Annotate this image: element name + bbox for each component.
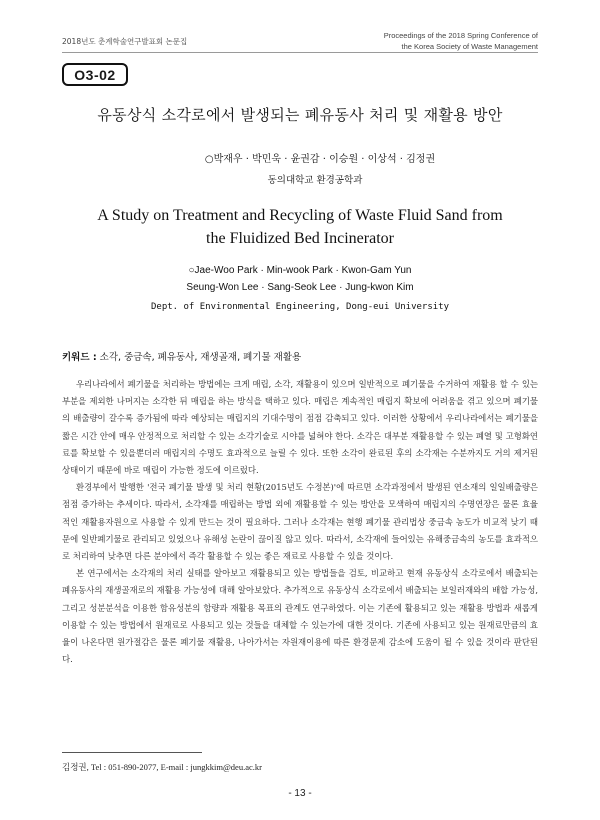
running-header-right-line1: Proceedings of the 2018 Spring Conference of bbox=[383, 31, 538, 40]
affiliation-english: Dept. of Environmental Engineering, Dong-eui University bbox=[150, 302, 449, 312]
session-code-badge: O3-02 bbox=[62, 63, 128, 86]
keywords-line bbox=[62, 349, 301, 363]
running-header-right-line2: the Korea Society of Waste Management bbox=[401, 42, 538, 51]
header-divider bbox=[62, 52, 538, 53]
page-number: - 13 - bbox=[288, 788, 312, 799]
running-header-left: 2018년도 춘계학술연구발표회 논문집 bbox=[62, 37, 188, 46]
body-text bbox=[62, 376, 538, 668]
affiliation-korean: 동의대학교 환경공학과 bbox=[267, 175, 363, 186]
keywords-label: 키워드 : bbox=[62, 352, 97, 363]
title-english-line1: A Study on Treatment and Recycling of Waste Fluid Sand from bbox=[97, 207, 503, 224]
title-english-line2: the Fluidized Bed Incinerator bbox=[206, 230, 394, 247]
body-paragraph: 환경부에서 발행한 '전국 폐기물 발생 및 처리 현황(2015년도 수정본)'에 따르면 소각과정에서 발생된 연소재의 일일배출량은 점점 증가하는 추세이다. 따라서, 소각재를 매립하는 방법 외에 재활용할 수 있는 방안을 모색하여 매립지의 수명연장은 물론 효율적인 재활용자원으로 사용할 수 있게 만드는 것이 필요하다. 그러나 소각재는 현행 폐기물 관리법상 중금속 농도가 비교적 낮기 때문에 일반폐기물로 관리되고 있었으나 유해성 논란이 끊이질 않고 있다. 따라서, 소각재에 들어있는 유해중금속의 농도를 효과적으로 처리하여 낮추면 다른 분야에서 즉각 활용할 수 있는 좋은 재료로 사용할 수 있을 것이다. bbox=[62, 482, 538, 562]
running-header-right bbox=[298, 30, 538, 52]
footnote-divider bbox=[62, 752, 202, 753]
title-english bbox=[70, 204, 530, 250]
title-korean: 유동상식 소각로에서 발생되는 폐유동사 처리 및 재활용 방안 bbox=[97, 106, 503, 124]
authors-english-line2: Seung-Won Lee · Sang-Seok Lee · Jung-kwon Kim bbox=[186, 282, 414, 293]
keywords-text: 소각, 중금속, 폐유동사, 재생골재, 폐기물 재활용 bbox=[99, 352, 302, 363]
body-paragraph: 본 연구에서는 소각재의 처리 실태를 알아보고 재활용되고 있는 방법들을 검토, 비교하고 현재 유동상식 소각로에서 배출되는 폐유동사의 재생골재로의 재활용 가능성에 대해 알아보았다. 추가적으로 유동상식 소각로에서 배출되는 보일러재와의 배합 가능성, 그리고 성분분석을 이용한 함유성분의 함량과 재활용 목표의 관계도 연구하였다. 이는 기존에 활용되고 있는 재활용 방법과 새롭게 이용할 수 있는 방법에서 원재료로 사용되고 있는 것들을 대체할 수 있는가에 대한 것이다. 기존에 사용되고 있는 원재료만큼의 효율이 나온다면 원가절감은 물론 폐기물 재활용, 나아가서는 자원재이용에 따른 환경문제 감소에 도움이 될 수 있을 것이라 판단된다. bbox=[62, 568, 538, 665]
authors-english bbox=[0, 262, 600, 296]
body-paragraph: 우리나라에서 폐기물을 처리하는 방법에는 크게 매립, 소각, 재활용이 있으며 일반적으로 폐기물을 수거하여 재활용 할 수 있는 부분을 제외한 나머지는 소각한 뒤 매립을 하는 방식을 택하고 있다. 매립은 계속적인 매립지 확보에 어려움을 겪고 있으며 폐기물의 배출량이 갈수록 증가됨에 따라 예상되는 매립지의 기대수명이 점점 감축되고 있다. 이러한 상황에서 우리나라에서는 폐기물을 짧은 시간 안에 매우 안정적으로 처리할 수 있는 소각기술로 시야를 넓혀야 한다. 소각은 대부분 재활용할 수 있는 폐열 및 고형화연료를 확보할 수 있을뿐더러 매립지의 수명도 효과적으로 늘릴 수 있다. 또한 소각이 완료된 후의 소각재는 수분까지도 거의 제거된 상태이기 때문에 바로 매립이 가능한 정도에 이르렀다. bbox=[62, 379, 538, 476]
authors-korean: ○박재우 · 박민욱 · 윤권감 · 이승원 · 이상석 · 김정권 bbox=[204, 154, 436, 165]
footnote-contact: 김정권, Tel : 051-890-2077, E-mail : jungkkim@deu.ac.kr bbox=[62, 762, 262, 772]
authors-english-line1: ○Jae-Woo Park · Min-wook Park · Kwon-Gam Yun bbox=[188, 265, 412, 276]
